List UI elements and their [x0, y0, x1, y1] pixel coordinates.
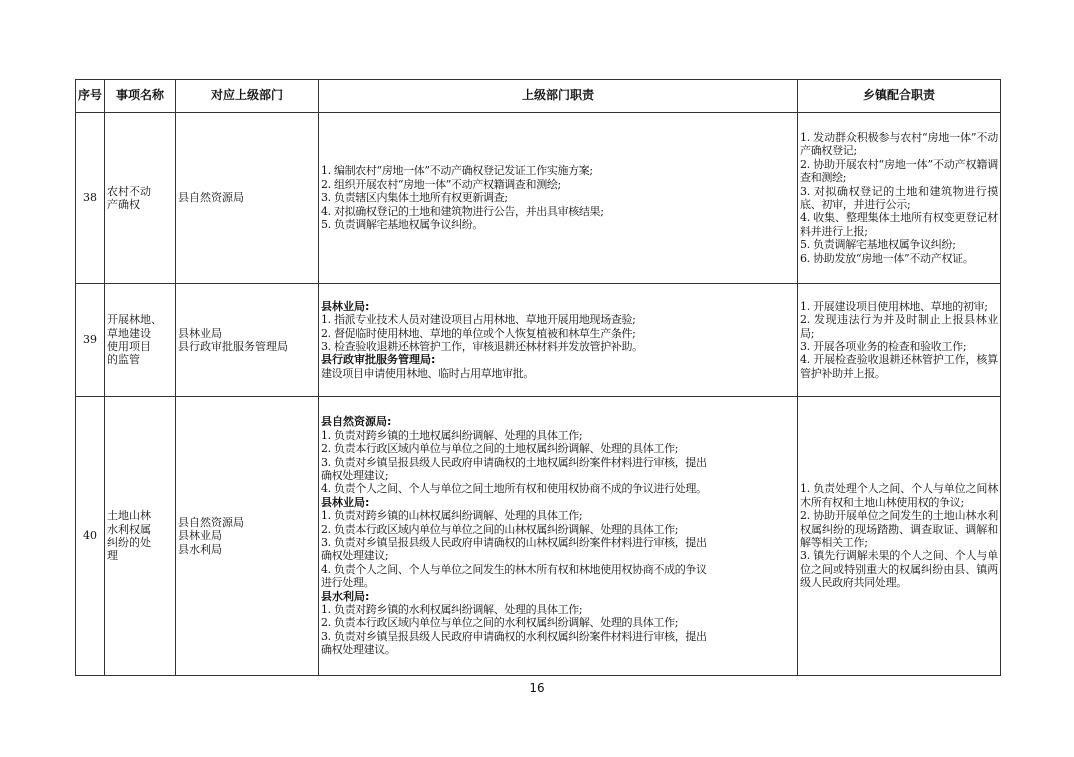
- town-duty-line: 6. 协助发放“房地一体”不动产权证。: [800, 251, 974, 265]
- duty-line: 1. 负责对跨乡镇的山林权属纠纷调解、处理的具体工作;: [321, 509, 583, 523]
- upper-dept-cell: [176, 113, 319, 284]
- town-duty-line: 4. 收集、整理集体土地所有权变更登记材料并进行上报;: [800, 211, 998, 238]
- duty-line: 2. 组织开展农村“房地一体”不动产权籍调查和测绘;: [321, 177, 561, 191]
- upper-duty-cell: [319, 113, 798, 284]
- item-name-line: 使用项目: [107, 340, 151, 353]
- page-number: 16: [529, 681, 545, 695]
- duty-subheading: 县林业局:: [321, 299, 370, 313]
- item-name-line: 草地建设: [107, 326, 151, 340]
- town-duty-line: 2. 协助开展单位之间发生的土地山林水利权属纠纷的现场踏勘、调查取证、调解和解等相关工作;: [800, 509, 998, 549]
- duty-line: 2. 负责本行政区域内单位与单位之间的土地权属纠纷调解、处理的具体工作;: [321, 442, 679, 456]
- header-upper-dept: 对应上级部门: [176, 80, 319, 113]
- item-name-line: 纠纷的处: [107, 536, 151, 549]
- town-duty-line: 3. 对拟确权登记的土地和建筑物进行摸底、初审，并进行公示;: [800, 184, 998, 211]
- header-no: 序号: [76, 80, 105, 113]
- item-name-line: 土地山林: [107, 509, 151, 523]
- town-duty-cell: [798, 284, 1001, 397]
- duty-line: 3. 负责对乡镇呈报县级人民政府申请确权的山林权属纠纷案件材料进行审核，提出: [321, 536, 707, 549]
- table-row: [76, 113, 1001, 284]
- town-duty-line: 3. 镇先行调解未果的个人之间、个人与单位之间或特别重大的权属纠纷由县、镇两级人民政府共同处理。: [800, 549, 998, 590]
- duty-line: 进行处理。: [321, 576, 375, 590]
- town-duty-line: 1. 开展建设项目使用林地、草地的初审;: [800, 299, 988, 313]
- duty-line: 3. 负责辖区内集体土地所有权更新调查;: [321, 191, 508, 205]
- upper-dept-cell: [176, 284, 319, 397]
- item-name-line: 理: [107, 549, 118, 563]
- town-duty-line: 1. 负责处理个人之间、个人与单位之间林木所有权和土地山林使用权的争议;: [800, 482, 998, 509]
- duty-line: 确权处理建议;: [321, 468, 389, 482]
- item-name-cell: [105, 284, 176, 397]
- table-row: [76, 284, 1001, 397]
- table-row: [76, 397, 1001, 676]
- duty-line: 5. 负责调解宅基地权属争议纠纷。: [321, 218, 484, 232]
- duty-line: 4. 负责个人之间、个人与单位之间发生的林木所有权和林地使用权协商不成的争议: [321, 562, 707, 576]
- duty-line: 建设项目申请使用林地、临时占用草地审批。: [321, 366, 534, 380]
- dept-line: 县水利局: [178, 542, 222, 556]
- item-name-line: 产确权: [107, 198, 140, 211]
- duty-subheading: 县林业局:: [321, 495, 370, 509]
- item-name-line: 水利权属: [107, 522, 151, 536]
- duty-line: 1. 负责对跨乡镇的土地权属纠纷调解、处理的具体工作;: [321, 428, 583, 442]
- dept-line: 县自然资源局: [178, 515, 244, 529]
- upper-duty-cell: [319, 284, 798, 397]
- duty-line: 1. 指派专业技术人员对建设项目占用林地、草地开展用地现场查验;: [321, 313, 636, 327]
- duty-line: 3. 负责对乡镇呈报县级人民政府申请确权的土地权属纠纷案件材料进行审核，提出: [321, 455, 707, 469]
- town-duty-cell: [798, 397, 1001, 676]
- duty-table: [75, 79, 1001, 676]
- duty-subheading: 县水利局:: [321, 589, 370, 603]
- town-duty-line: 3. 开展各项业务的检查和验收工作;: [800, 340, 967, 353]
- upper-dept-cell: [176, 397, 319, 676]
- duty-line: 3. 检查验收退耕还林管护工作，审核退耕还林材料并发放管护补助。: [321, 340, 643, 353]
- row-number: 38: [76, 113, 105, 284]
- dept-line: 县林业局: [178, 326, 222, 340]
- duty-line: 3. 负责对乡镇呈报县级人民政府申请确权的水利权属纠纷案件材料进行审核，提出: [321, 629, 707, 643]
- item-name-line: 的监管: [107, 353, 140, 367]
- row-number: 40: [76, 397, 105, 676]
- duty-subheading: 县自然资源局:: [321, 415, 392, 429]
- table-header-row: [76, 80, 1001, 113]
- duty-line: 1. 编制农村“房地一体”不动产确权登记发证工作实施方案;: [321, 164, 593, 178]
- header-item-name: 事项名称: [105, 80, 176, 113]
- town-duty-line: 4. 开展检查验收退耕还林管护工作，核算管护补助并上报。: [800, 353, 998, 380]
- town-duty-line: 5. 负责调解宅基地权属争议纠纷;: [800, 238, 956, 252]
- dept-line: 县林业局: [178, 529, 222, 543]
- town-duty-line: 2. 发现违法行为并及时制止上报县林业局;: [800, 313, 998, 340]
- row-number: 39: [76, 284, 105, 397]
- header-upper-duty: 上级部门职责: [319, 80, 798, 113]
- duty-subheading: 县行政审批服务管理局:: [321, 353, 436, 367]
- duty-line: 2. 负责本行政区域内单位与单位之间的山林权属纠纷调解、处理的具体工作;: [321, 522, 679, 536]
- duty-line: 4. 对拟确权登记的土地和建筑物进行公告，并出具审核结果;: [321, 204, 604, 218]
- item-name-line: 农村不动: [107, 184, 151, 198]
- duty-line: 确权处理建议。: [321, 643, 396, 657]
- duty-line: 2. 督促临时使用林地、草地的单位或个人恢复植被和林草生产条件;: [321, 326, 636, 340]
- duty-line: 2. 负责本行政区域内单位与单位之间的水利权属纠纷调解、处理的具体工作;: [321, 616, 679, 630]
- town-duty-cell: [798, 113, 1001, 284]
- item-name-cell: [105, 397, 176, 676]
- duty-line: 4. 负责个人之间、个人与单位之间土地所有权和使用权协商不成的争议进行处理。: [321, 482, 707, 496]
- item-name-line: 开展林地、: [107, 313, 162, 327]
- header-town-duty: 乡镇配合职责: [798, 80, 1001, 113]
- duty-line: 确权处理建议;: [321, 549, 389, 563]
- item-name-cell: [105, 113, 176, 284]
- duty-line: 1. 负责对跨乡镇的水利权属纠纷调解、处理的具体工作;: [321, 603, 583, 617]
- town-duty-line: 1. 发动群众积极参与农村“房地一体”不动产确权登记;: [800, 130, 998, 158]
- upper-duty-cell: [319, 397, 798, 676]
- town-duty-line: 2. 协助开展农村“房地一体”不动产权籍调查和测绘;: [800, 157, 998, 185]
- dept-line: 县行政审批服务管理局: [178, 340, 288, 353]
- dept-line: 县自然资源局: [178, 191, 244, 205]
